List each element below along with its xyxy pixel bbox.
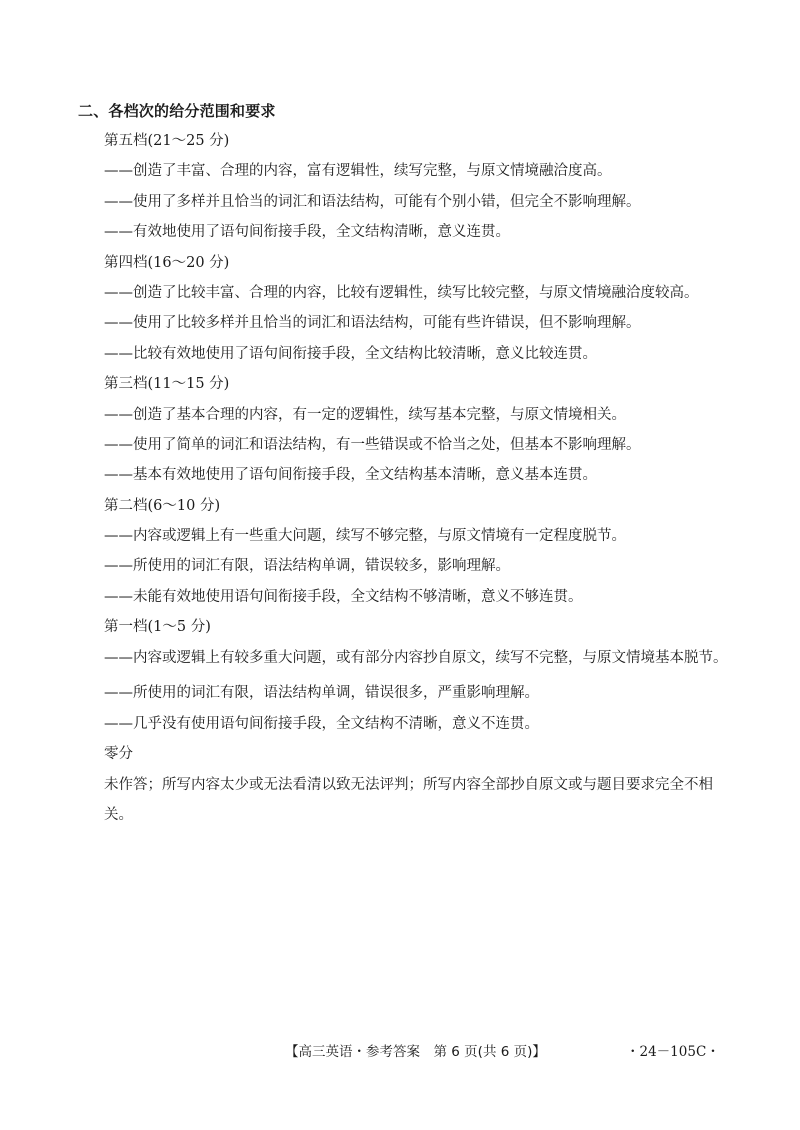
tier-heading: 第五档(21～25 分) — [104, 133, 230, 149]
criteria-item: ——所使用的词汇有限，语法结构单调，错误很多，严重影响理解。 — [104, 685, 539, 702]
tier-heading: 第四档(16～20 分) — [104, 254, 230, 271]
criteria-item: ——创造了比较丰富、合理的内容，比较有逻辑性，续写比较完整，与原文情境融洽度较高。 — [104, 284, 699, 301]
tier-heading: 第三档(11～15 分) — [104, 376, 230, 393]
criteria-item: ——基本有效地使用了语句间衔接手段，全文结构基本清晰，意义基本连贯。 — [104, 467, 597, 484]
criteria-item: ——创造了基本合理的内容，有一定的逻辑性，续写基本完整，与原文情境相关。 — [104, 406, 626, 423]
criteria-item: ——几乎没有使用语句间衔接手段，全文结构不清晰，意义不连贯。 — [104, 715, 539, 732]
tier-heading: 第二档(6～10 分) — [104, 497, 221, 514]
page-content — [78, 101, 728, 841]
criteria-item: ——内容或逻辑上有一些重大问题，续写不够完整，与原文情境有一定程度脱节。 — [104, 528, 626, 545]
tier-heading: 零分 — [104, 746, 133, 763]
criteria-item: ——比较有效地使用了语句间衔接手段，全文结构比较清晰，意义比较连贯。 — [104, 345, 597, 362]
criteria-item: ——所使用的词汇有限，语法结构单调，错误较多，影响理解。 — [104, 558, 510, 575]
tier-heading: 第一档(1～5 分) — [104, 619, 211, 636]
criteria-item: ——使用了比较多样并且恰当的词汇和语法结构，可能有些许错误，但不影响理解。 — [104, 315, 641, 332]
footer-doc-code: ・24－105C・ — [626, 1044, 720, 1060]
scoring-criteria-list — [78, 131, 728, 830]
criteria-item: ——有效地使用了语句间衔接手段，全文结构清晰，意义连贯。 — [104, 224, 510, 241]
criteria-item: ——未能有效地使用语句间衔接手段，全文结构不够清晰，意义不够连贯。 — [104, 588, 583, 605]
criteria-item: ——内容或逻辑上有较多重大问题，或有部分内容抄自原文，续写不完整，与原文情境基本脱节。 — [104, 649, 728, 666]
section-title: 二、各档次的给分范围和要求 — [78, 102, 276, 120]
criteria-item: ——使用了多样并且恰当的词汇和语法结构，可能有个别小错，但完全不影响理解。 — [104, 193, 641, 210]
footer-page-info: 【高三英语・参考答案 第 6 页(共 6 页)】 — [285, 1044, 546, 1060]
criteria-item: ——使用了简单的词汇和语法结构，有一些错误或不恰当之处，但基本不影响理解。 — [104, 436, 641, 453]
criteria-item: ——创造了丰富、合理的内容，富有逻辑性，续写完整，与原文情境融洽度高。 — [104, 163, 612, 180]
criteria-item: 未作答；所写内容太少或无法看清以致无法评判；所写内容全部抄自原文或与题目要求完全不相关。 — [104, 776, 713, 824]
